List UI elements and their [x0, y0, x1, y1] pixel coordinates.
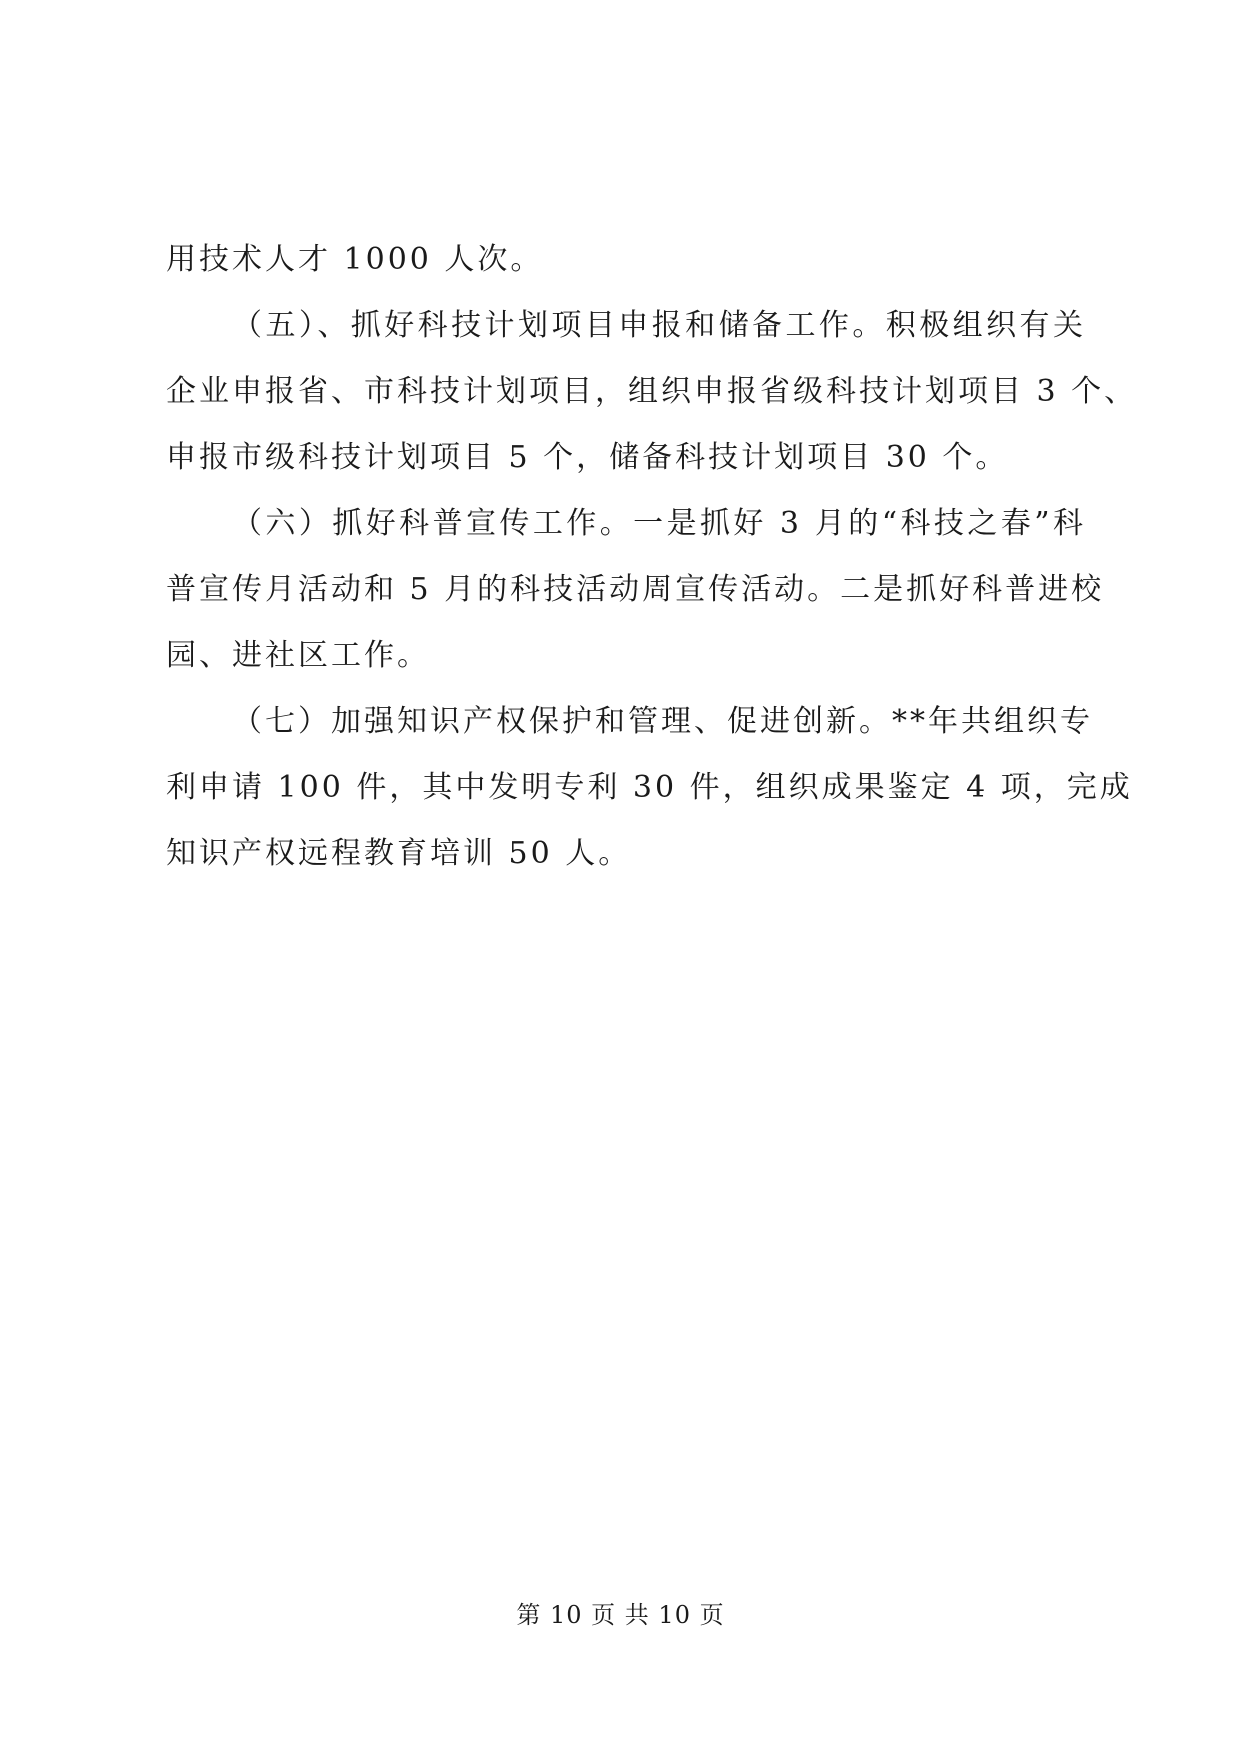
- paragraph-six-line-1: （六）抓好科普宣传工作。一是抓好 3 月的“科技之春”科: [232, 506, 1086, 541]
- body-line: 用技术人才 1000 人次。: [166, 242, 544, 277]
- paragraph-five-line-1: （五）、抓好科技计划项目申报和储备工作。积极组织有关: [232, 308, 1086, 343]
- paragraph-six-line-3: 园、进社区工作。: [166, 638, 430, 673]
- document-body: [166, 227, 1138, 887]
- page-number-footer: 第 10 页 共 10 页: [516, 1601, 725, 1629]
- paragraph-five-line-3: 申报市级科技计划项目 5 个，储备科技计划项目 30 个。: [166, 440, 1009, 475]
- paragraph-six-line-2: 普宣传月活动和 5 月的科技活动周宣传活动。二是抓好科普进校: [166, 572, 1105, 607]
- paragraph-five-line-2: 企业申报省、市科技计划项目，组织申报省级科技计划项目 3 个、: [166, 374, 1138, 409]
- paragraph-seven-line-1: （七）加强知识产权保护和管理、促进创新。**年共组织专: [232, 704, 1093, 739]
- paragraph-seven-line-2: 利申请 100 件，其中发明专利 30 件，组织成果鉴定 4 项，完成: [166, 770, 1133, 805]
- paragraph-seven-line-3: 知识产权远程教育培训 50 人。: [166, 836, 632, 871]
